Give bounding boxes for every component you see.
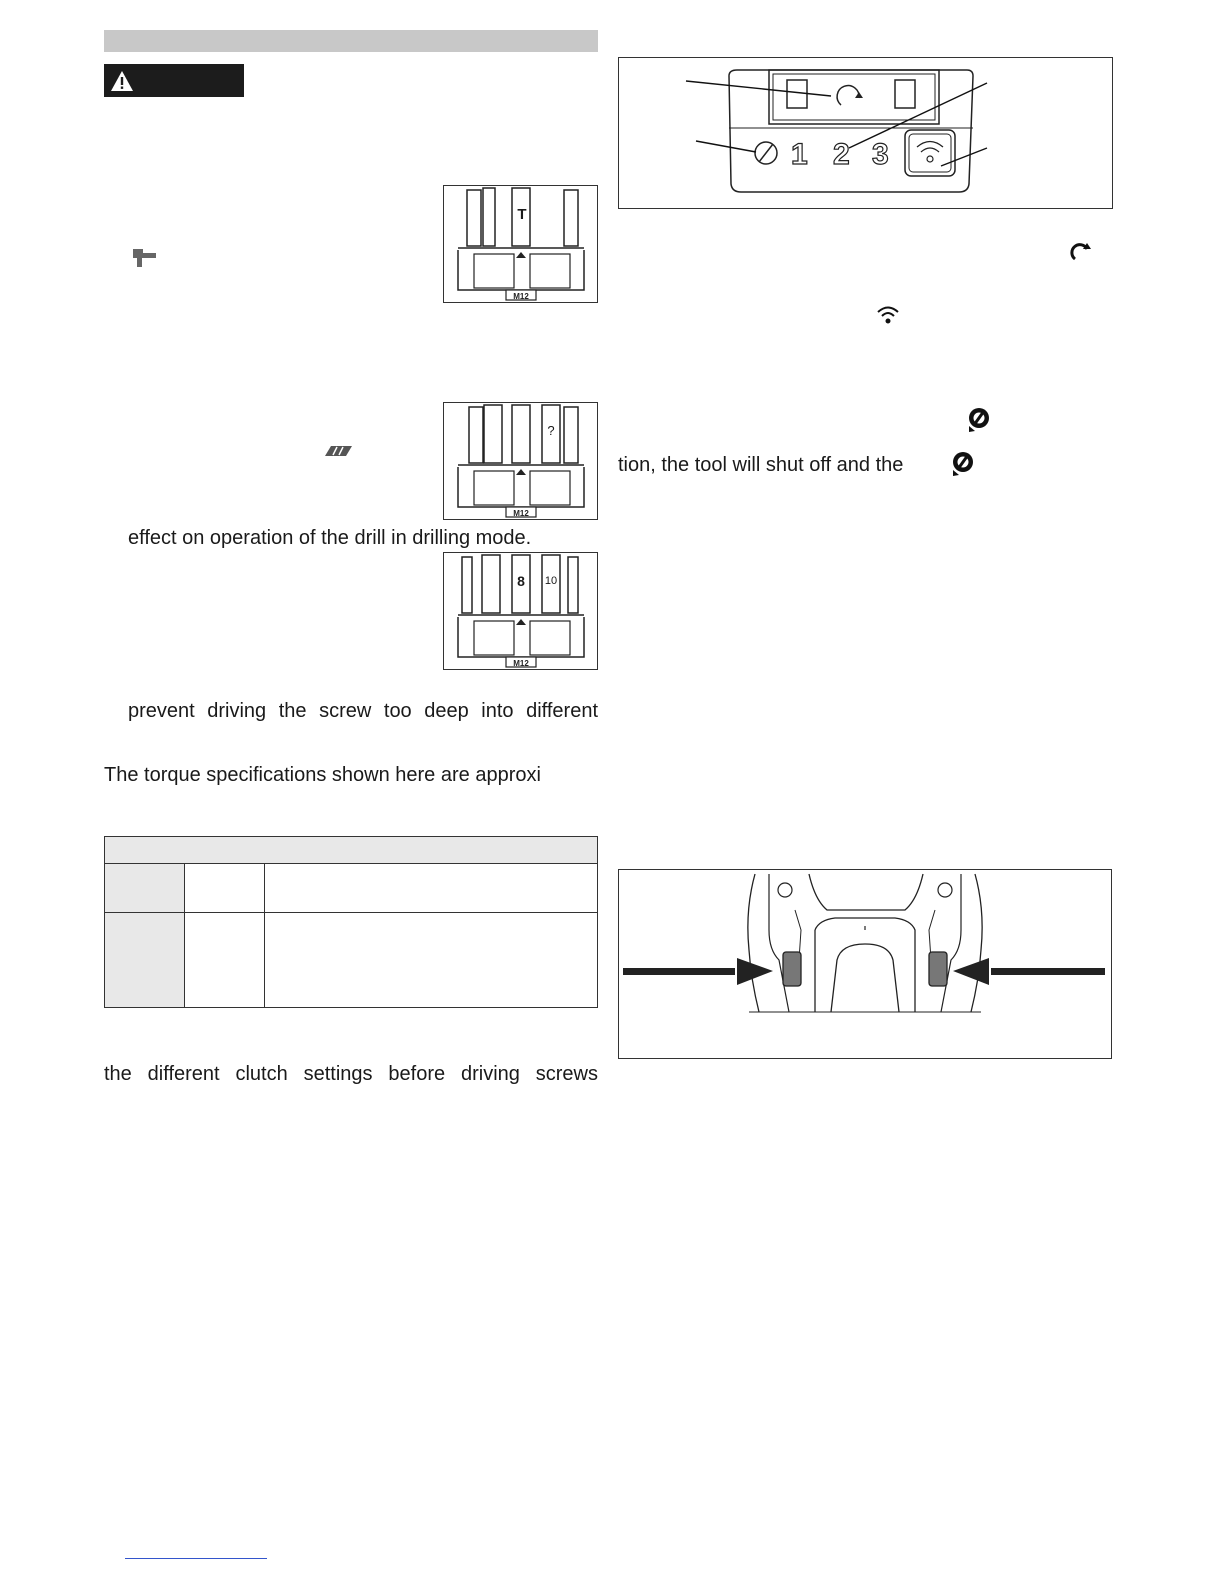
table-cell — [185, 864, 265, 913]
mode-digit-3: 3 — [872, 138, 889, 171]
collar-label: 10 — [544, 575, 558, 587]
table-cell — [265, 913, 598, 1008]
collar-thumbnail-3 — [443, 552, 598, 670]
wireless-signal-icon — [876, 304, 900, 326]
drill-icon — [325, 445, 353, 457]
torque-table — [104, 836, 598, 1008]
tool-shutoff-icon — [951, 451, 975, 477]
text-line-torque: The torque specifications shown here are approxi — [104, 764, 541, 786]
mode-digit-1: 1 — [791, 138, 808, 171]
svg-text:M12: M12 — [513, 292, 529, 301]
battery-release-figure — [618, 869, 1112, 1059]
table-header-row — [105, 837, 598, 864]
svg-text:M12: M12 — [513, 659, 529, 668]
tool-shutoff-icon — [967, 407, 991, 433]
table-row — [105, 864, 598, 913]
text-line-effect: effect on operation of the drill in drilling mode. — [128, 527, 532, 549]
collar-label: 8 — [517, 573, 525, 589]
text-line-shutoff: tion, the tool will shut off and the — [618, 454, 904, 476]
table-cell — [105, 864, 185, 913]
text-line-prevent: prevent driving the screw too deep into different — [128, 700, 598, 722]
table-cell — [265, 864, 598, 913]
collar-thumbnail-2 — [443, 402, 598, 520]
mode-panel-figure — [618, 57, 1113, 209]
table-cell — [185, 913, 265, 1008]
footer-link-underline — [125, 1558, 267, 1559]
collar-label: T — [517, 206, 527, 223]
warning-label — [104, 64, 244, 97]
text-line-clutch: the different clutch settings before driving screws — [104, 1063, 598, 1085]
table-row — [105, 913, 598, 1008]
svg-text:M12: M12 — [513, 509, 529, 518]
table-header-cell — [105, 837, 598, 864]
section-header-bar — [104, 30, 598, 52]
mode-digit-2: 2 — [833, 138, 850, 171]
warning-triangle-icon — [110, 70, 134, 92]
rotation-arrow-icon — [1069, 239, 1093, 263]
table-cell — [105, 913, 185, 1008]
hammer-icon — [131, 248, 157, 268]
collar-thumbnail-1 — [443, 185, 598, 303]
collar-label: ? — [547, 423, 555, 438]
